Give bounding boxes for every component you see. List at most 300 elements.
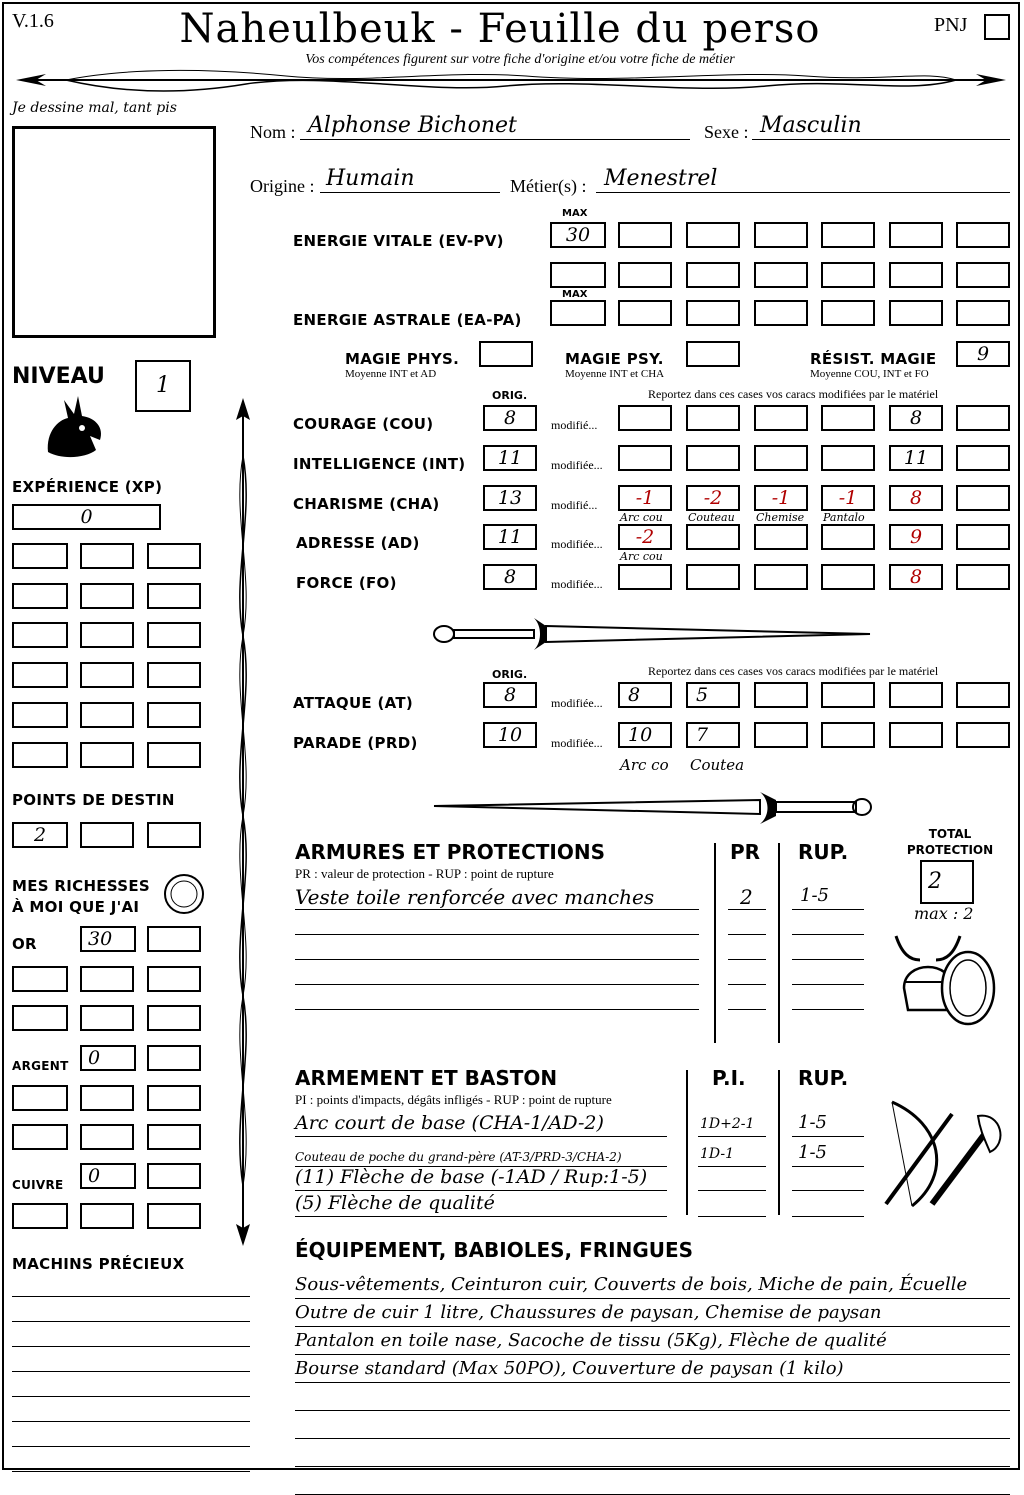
armure-pr-line[interactable] [728,985,766,1010]
spear-divider-icon [6,64,1016,100]
combat-mod-value [756,724,806,746]
niveau-label: NIVEAU [12,364,105,389]
xp-box[interactable] [147,543,201,569]
destin-box-2[interactable] [80,822,134,848]
combat-orig-value: 8 [503,684,517,706]
niveau-box[interactable] [135,360,191,412]
arme-pi: 1D+2-1 [700,1116,755,1132]
armure-rup-line[interactable] [792,910,864,935]
combat-note-1: Arc co [620,756,669,774]
carac-mod-label: modifiée... [551,537,603,551]
armement-sub: PI : points d'impacts, dégâts infligés - RUP : point de rupture [295,1092,612,1107]
resist-magie-label: RÉSIST. MAGIE [810,350,937,368]
ev-box[interactable] [889,222,943,248]
combat-mod-box[interactable] [889,722,943,748]
carac-label: CHARISME (CHA) [293,495,440,513]
metier-label: Métier(s) : [510,176,587,196]
money-box[interactable] [147,966,201,992]
cuivre-value: 0 [88,1165,101,1187]
cuivre-box[interactable] [80,1163,136,1189]
sword-icon-2 [430,786,875,828]
ev-max-value: 30 [565,224,591,246]
combat-orig-label: ORIG. [492,668,528,681]
combat-orig-box[interactable] [483,722,537,748]
carac-mod-note: Couteau [688,511,735,524]
carac-mod-box[interactable] [956,405,1010,431]
total-protection-box[interactable] [920,860,974,904]
arme-rup-line[interactable] [792,1192,864,1217]
xp-box[interactable] [147,662,201,688]
resist-magie-sub: Moyenne COU, INT et FO [810,368,929,380]
xp-box[interactable] [12,622,68,648]
weapons-icon [882,1094,1012,1214]
carac-orig-value: 13 [497,487,523,509]
arme-rup: 1-5 [798,1142,827,1163]
equipement-title: ÉQUIPEMENT, BABIOLES, FRINGUES [295,1238,694,1262]
carac-label: ADRESSE (AD) [296,534,420,552]
carac-mod-box[interactable] [618,564,672,590]
combat-mod-label: modifiée... [551,736,603,750]
armures-title: ARMURES ET PROTECTIONS [295,840,605,864]
carac-mod-box[interactable] [754,405,808,431]
ev-box[interactable] [889,262,943,288]
xp-box[interactable] [12,583,68,609]
ea-box[interactable] [889,300,943,326]
armure-rup-line[interactable] [792,985,864,1010]
carac-mod-value: -2 [635,526,655,548]
arme-pi: 1D-1 [700,1146,735,1162]
spear-icon [228,396,258,1248]
carac-mod-value [688,407,738,429]
carac-mod-value [620,566,670,588]
carac-mod-value: -1 [838,487,858,509]
carac-mod-value: -1 [635,487,655,509]
carac-mod-label: modifiée... [551,577,603,591]
combat-mod-box[interactable] [821,722,875,748]
pnj-label: PNJ [934,14,968,36]
armure-rup-line[interactable] [792,935,864,960]
or-value: 30 [88,928,113,950]
equipement-line[interactable] [295,1386,1010,1411]
armure-name-line[interactable] [295,910,699,935]
armure-pr-line[interactable] [728,910,766,935]
equipement-item: Outre de cuir 1 litre, Chaussures de paysan, Chemise de paysan [295,1302,882,1323]
carac-mod-box[interactable] [754,524,808,550]
xp-box[interactable] [80,622,134,648]
carac-mod-box[interactable] [821,405,875,431]
combat-mod-value [891,684,941,706]
armures-pr-label: PR [730,840,761,864]
portrait-caption: Je dessine mal, tant pis [12,100,177,116]
carac-mod-box[interactable] [821,524,875,550]
ea-box[interactable] [754,300,808,326]
carac-mod-value: -2 [703,487,723,509]
ev-max-box[interactable] [550,222,606,248]
xp-box[interactable] [147,622,201,648]
carac-mod-value [756,566,806,588]
equipement-item: Bourse standard (Max 50PO), Couverture de paysan (1 kilo) [295,1358,844,1379]
coin-icon [162,872,206,916]
cuivre-box-2[interactable] [147,1163,201,1189]
carac-mod-value [620,447,670,469]
armure-name-line[interactable] [295,985,699,1010]
carac-mod-value [688,447,738,469]
carac-mod-value [688,566,738,588]
machins-line[interactable] [12,1301,250,1322]
carac-mod-label: modifié... [551,498,598,512]
nom-label: Nom : [250,122,296,142]
nom-field[interactable] [300,115,690,140]
money-box[interactable] [12,1005,68,1031]
combat-mod-box[interactable] [754,722,808,748]
ev-box[interactable] [821,262,875,288]
portrait-box[interactable] [12,126,216,338]
carac-mod-value [823,407,873,429]
carac-mod-note: Pantalo [823,511,865,524]
carac-mod-box[interactable] [889,405,943,431]
arme-name: (5) Flèche de qualité [295,1192,495,1214]
ea-label: ENERGIE ASTRALE (EA-PA) [293,311,522,329]
carac-mod-box[interactable] [956,485,1010,511]
carac-mod-box[interactable] [686,485,740,511]
combat-orig-value: 10 [497,724,523,746]
carac-mod-value [823,447,873,469]
metier-value: Menestrel [604,166,718,191]
or-box[interactable] [80,926,136,952]
magie-psy-box[interactable] [686,341,740,367]
carac-mod-value [823,526,873,548]
combat-mod-value: 7 [696,724,709,746]
ev-box[interactable] [686,222,740,248]
combat-mod-box[interactable] [686,722,740,748]
combat-mod-box[interactable] [956,722,1010,748]
ea-box[interactable] [618,300,672,326]
helmet-shield-icon [890,930,1000,1030]
niveau-value: 1 [156,373,170,398]
ev-box[interactable] [686,262,740,288]
carac-mod-value: 9 [909,526,923,548]
magie-psy-label: MAGIE PSY. [565,350,664,368]
arme-name: Arc court de base (CHA-1/AD-2) [295,1112,604,1134]
destin-value: 2 [33,824,47,846]
destin-label: POINTS DE DESTIN [12,791,175,809]
carac-mod-value [958,447,1008,469]
armure-rup: 1-5 [800,885,829,906]
combat-mod-value [891,724,941,746]
armures-divider-1 [714,843,716,1043]
combat-mod-box[interactable] [956,682,1010,708]
ea-max-label: MAX [562,289,588,300]
carac-orig-value: 11 [497,447,523,469]
arme-name: (11) Flèche de base (-1AD / Rup:1-5) [295,1166,648,1188]
ev-box[interactable] [754,222,808,248]
argent-label: ARGENT [12,1059,69,1073]
armement-divider-1 [686,1070,688,1215]
origine-field[interactable] [320,168,500,193]
carac-mod-box[interactable] [618,405,672,431]
combat-label: ATTAQUE (AT) [293,694,414,712]
carac-mod-box[interactable] [686,564,740,590]
or-box-2[interactable] [147,926,201,952]
machins-line[interactable] [12,1401,250,1422]
carac-orig-box[interactable] [483,445,537,471]
armure-name-line[interactable] [295,935,699,960]
combat-mod-box[interactable] [889,682,943,708]
xp-box[interactable] [12,662,68,688]
combat-mod-box[interactable] [754,682,808,708]
carac-orig-box[interactable] [483,405,537,431]
combat-note-2: Coutea [690,756,745,774]
arme-rup-line[interactable] [792,1166,864,1191]
ev-box[interactable] [956,262,1010,288]
resist-magie-value: 9 [976,343,990,365]
sexe-value: Masculin [760,113,862,138]
money-box[interactable] [80,966,134,992]
carac-mod-box[interactable] [618,445,672,471]
armement-divider-2 [778,1070,780,1215]
xp-box[interactable] [147,583,201,609]
machins-line[interactable] [12,1451,250,1472]
carac-orig-value: 8 [503,407,517,429]
armement-rup-label: RUP. [798,1066,849,1090]
armure-name-line[interactable] [295,960,699,985]
armement-title: ARMEMENT ET BASTON [295,1066,558,1090]
carac-mod-box[interactable] [754,445,808,471]
combat-mod-value: 5 [696,684,709,706]
machins-line[interactable] [12,1326,250,1347]
page-title: Naheulbeuk - Feuille du perso [179,6,821,52]
combat-mod-box[interactable] [686,682,740,708]
resist-magie-box[interactable] [956,341,1010,367]
destin-box-3[interactable] [147,822,201,848]
pnj-checkbox[interactable] [984,14,1010,40]
money-box[interactable] [147,1005,201,1031]
carac-mod-note: Arc cou [620,511,663,524]
ev-box[interactable] [550,262,606,288]
xp-label: EXPÉRIENCE (XP) [12,478,163,496]
money-box[interactable] [12,1085,68,1111]
carac-mod-box[interactable] [956,524,1010,550]
version-label: V.1.6 [12,10,54,32]
carac-mod-value [688,526,738,548]
carac-label: FORCE (FO) [296,574,397,592]
xp-box[interactable] [80,543,134,569]
carac-mod-value [958,566,1008,588]
total-label-2: PROTECTION [906,843,994,857]
argent-value: 0 [88,1047,101,1069]
destin-box-1[interactable] [12,822,68,848]
carac-mod-box[interactable] [889,564,943,590]
machins-line[interactable] [12,1351,250,1372]
xp-box[interactable] [80,662,134,688]
armement-pi-label: P.I. [712,1066,746,1090]
carac-mod-value [756,526,806,548]
ea-box[interactable] [821,300,875,326]
armure-rup-line[interactable] [792,960,864,985]
carac-mod-box[interactable] [821,445,875,471]
combat-mod-value [958,684,1008,706]
money-box[interactable] [12,966,68,992]
armure-pr-line[interactable] [728,935,766,960]
carac-mod-value [958,487,1008,509]
total-protection-label [902,826,998,858]
ev-box[interactable] [821,222,875,248]
ea-box[interactable] [956,300,1010,326]
carac-mod-note: Chemise [756,511,805,524]
xp-box[interactable] [80,742,134,768]
combat-mod-value [958,724,1008,746]
total-label-1: TOTAL [928,827,972,841]
carac-mod-box[interactable] [618,524,672,550]
carac-mod-value: 11 [903,447,929,469]
carac-mod-value [620,407,670,429]
xp-box[interactable] [147,702,201,728]
combat-mod-label: modifiée... [551,696,603,710]
carac-mod-note: Arc cou [620,550,663,563]
xp-box[interactable] [80,583,134,609]
carac-mod-box[interactable] [686,524,740,550]
total-protection-max: max : 2 [914,904,974,923]
caracs-orig-label: ORIG. [492,389,528,402]
argent-box-2[interactable] [147,1045,201,1071]
arme-pi-line[interactable] [698,1192,766,1217]
dragon-icon [38,392,108,462]
carac-mod-value [756,407,806,429]
xp-box[interactable] [80,702,134,728]
armure-pr-line[interactable] [728,960,766,985]
combat-mod-value: 10 [628,724,653,746]
carac-mod-box[interactable] [889,524,943,550]
equipement-line[interactable] [295,1414,1010,1439]
combat-mod-box[interactable] [618,722,672,748]
carac-mod-box[interactable] [618,485,672,511]
xp-box[interactable] [12,504,161,530]
xp-value: 0 [80,506,93,528]
money-box[interactable] [80,1005,134,1031]
xp-box[interactable] [12,742,68,768]
carac-orig-box[interactable] [483,564,537,590]
armures-divider-2 [778,843,780,1043]
carac-mod-value: 8 [909,487,923,509]
total-protection-value: 2 [928,869,942,894]
ev-box[interactable] [618,222,672,248]
carac-mod-value [823,566,873,588]
money-box[interactable] [80,1203,134,1229]
magie-phys-label: MAGIE PHYS. [345,350,460,368]
armure-name: Veste toile renforcée avec manches [295,885,655,909]
carac-orig-box[interactable] [483,485,537,511]
ev-label: ENERGIE VITALE (EV-PV) [293,232,504,250]
carac-mod-box[interactable] [821,485,875,511]
combat-mod-value [823,724,873,746]
magie-phys-box[interactable] [479,341,533,367]
carac-mod-box[interactable] [821,564,875,590]
machins-label: MACHINS PRÉCIEUX [12,1255,185,1273]
caracs-report-note: Reportez dans ces cases vos caracs modifiées par le matériel [648,387,939,401]
carac-mod-label: modifiée... [551,458,603,472]
carac-orig-box[interactable] [483,524,537,550]
carac-mod-value: -1 [771,487,791,509]
carac-orig-value: 11 [497,526,523,548]
combat-mod-value: 8 [628,684,641,706]
arme-pi-line[interactable] [698,1166,766,1191]
carac-mod-value [958,407,1008,429]
xp-box[interactable] [147,742,201,768]
carac-mod-value [958,526,1008,548]
money-box[interactable] [12,1203,68,1229]
combat-mod-box[interactable] [618,682,672,708]
carac-mod-box[interactable] [889,445,943,471]
arme-rup: 1-5 [798,1112,827,1133]
equipement-item: Sous-vêtements, Ceinturon cuir, Couverts de bois, Miche de pain, Écuelle [295,1274,968,1295]
or-label: OR [12,935,37,953]
nom-value: Alphonse Bichonet [308,113,517,138]
money-box[interactable] [12,1124,68,1150]
carac-mod-box[interactable] [956,445,1010,471]
money-box[interactable] [80,1085,134,1111]
magie-phys-sub: Moyenne INT et AD [345,368,437,380]
machins-line[interactable] [12,1426,250,1447]
combat-label: PARADE (PRD) [293,734,418,752]
machins-line[interactable] [12,1376,250,1397]
machins-line[interactable] [12,1276,250,1297]
combat-mod-box[interactable] [821,682,875,708]
money-box[interactable] [80,1124,134,1150]
xp-box[interactable] [12,543,68,569]
metier-field[interactable] [596,168,1010,193]
ev-box[interactable] [618,262,672,288]
carac-mod-box[interactable] [754,564,808,590]
carac-orig-value: 8 [503,566,517,588]
arme-name: Couteau de poche du grand-père (AT-3/PRD-3/CHA-2) [295,1150,622,1164]
ev-box[interactable] [956,222,1010,248]
armures-rup-label: RUP. [798,840,849,864]
xp-box[interactable] [12,702,68,728]
ev-box[interactable] [754,262,808,288]
carac-label: INTELLIGENCE (INT) [293,455,466,473]
carac-mod-label: modifié... [551,418,598,432]
richesses-label-2: À MOI QUE J'AI [12,898,140,916]
richesses-label-1: MES RICHESSES [12,877,151,895]
page-subtitle: Vos compétences figurent sur votre fiche d'origine et/ou votre fiche de métier [305,52,735,67]
carac-mod-value: 8 [909,566,923,588]
equipement-line[interactable] [295,1442,1010,1467]
carac-mod-value: 8 [909,407,923,429]
carac-mod-box[interactable] [686,405,740,431]
argent-box[interactable] [80,1045,136,1071]
combat-report-note: Reportez dans ces cases vos caracs modifiées par le matériel [648,664,939,678]
sword-icon [430,612,875,654]
money-box[interactable] [147,1203,201,1229]
sexe-field[interactable] [752,115,1010,140]
money-box[interactable] [147,1124,201,1150]
origine-value: Humain [326,166,415,191]
money-box[interactable] [147,1085,201,1111]
carac-mod-box[interactable] [686,445,740,471]
carac-mod-box[interactable] [956,564,1010,590]
armure-pr: 2 [740,885,753,909]
ea-max-box[interactable] [550,300,606,326]
sexe-label: Sexe : [704,122,749,142]
carac-mod-box[interactable] [754,485,808,511]
carac-mod-box[interactable] [889,485,943,511]
carac-mod-value [756,447,806,469]
magie-psy-sub: Moyenne INT et CHA [565,368,665,380]
carac-label: COURAGE (COU) [293,415,434,433]
combat-orig-box[interactable] [483,682,537,708]
ea-box[interactable] [686,300,740,326]
armures-sub: PR : valeur de protection - RUP : point de rupture [295,866,554,881]
